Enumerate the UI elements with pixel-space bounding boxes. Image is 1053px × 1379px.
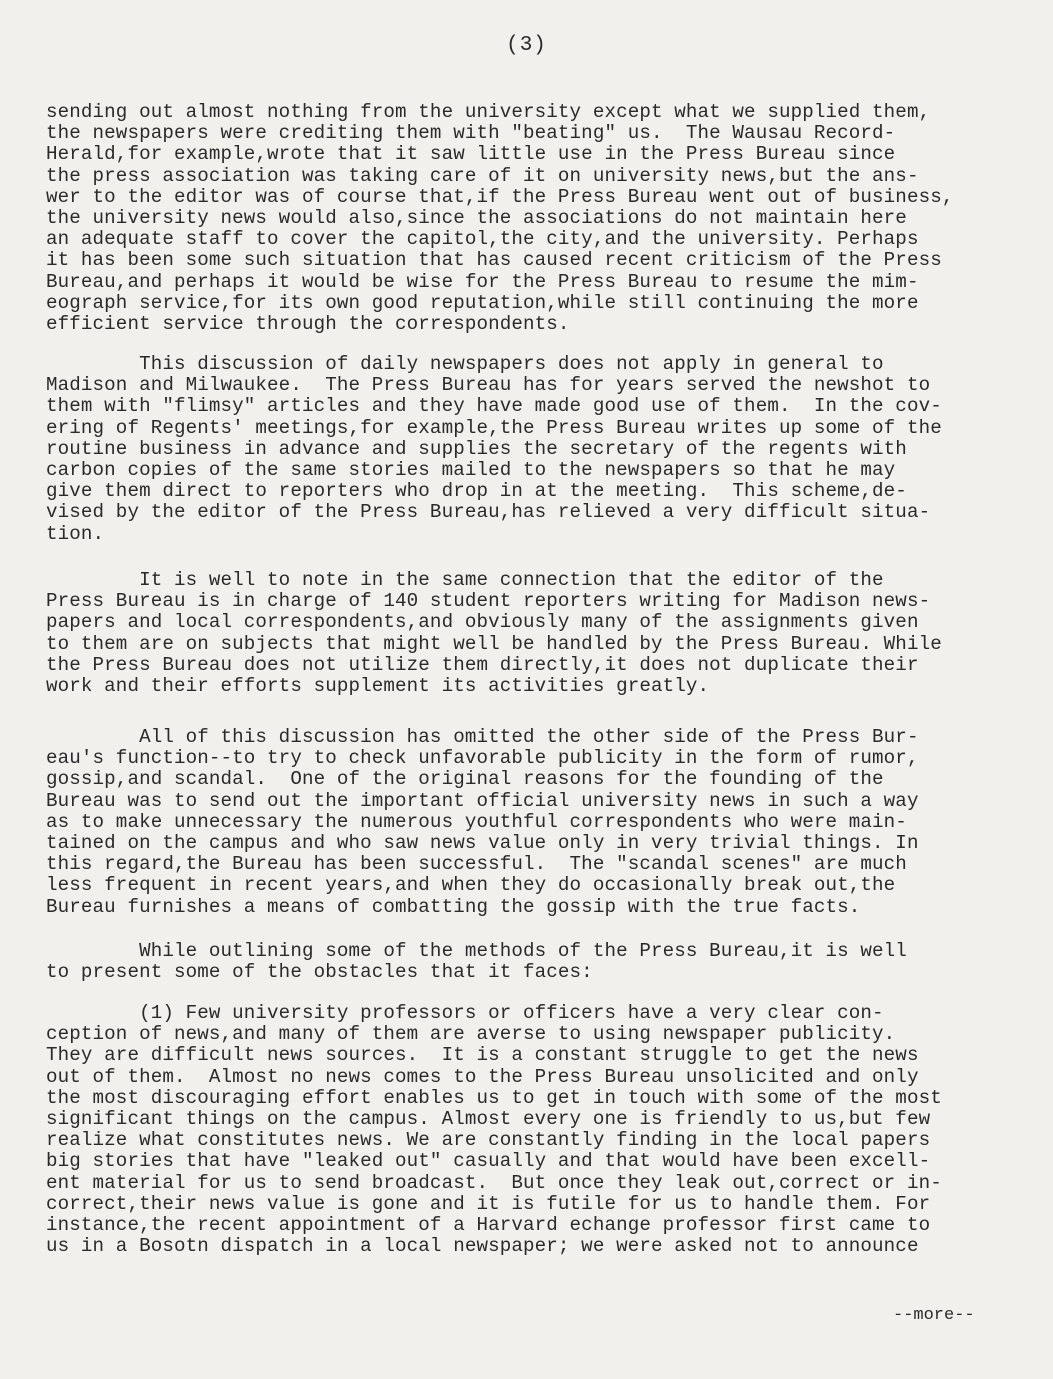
text-line: It is well to note in the same connection that the editor of the	[46, 569, 884, 591]
text-line: routine business in advance and supplies the secretary of the regents with	[46, 437, 907, 460]
text-line: Press Bureau is in charge of 140 student reporters writing for Madison news-	[46, 590, 931, 613]
text-line: ent material for us to send broadcast. But once they leak out,correct or in-	[46, 1171, 942, 1194]
text-line: sending out almost nothing from the university except what we supplied them,	[46, 101, 931, 123]
text-line: (1) Few university professors or officers have a very clear con-	[46, 1002, 884, 1024]
text-line: Madison and Milwaukee. The Press Bureau has for years served the newshot to	[46, 374, 931, 397]
text-line: as to make unnecessary the numerous youthful correspondents who were main-	[46, 810, 907, 833]
text-line: work and their efforts supplement its activities greatly.	[46, 675, 710, 697]
text-line: gossip,and scandal. One of the original reasons for the founding of the	[46, 768, 884, 791]
text-line: tained on the campus and who saw news value only in very trivial things. In	[46, 832, 919, 854]
text-line: Bureau,and perhaps it would be wise for the Press Bureau to resume the mim-	[46, 270, 919, 293]
text-line: big stories that have "leaked out" casually and that would have been excell-	[46, 1150, 931, 1173]
text-line: the most discouraging effort enables us to get in touch with some of the most	[46, 1086, 942, 1109]
text-line: less frequent in recent years,and when they do occasionally break out,the	[46, 874, 896, 897]
text-line: correct,their news value is gone and it is futile for us to handle them. For	[46, 1192, 931, 1215]
text-line: eograph service,for its own good reputation,while still continuing the more	[46, 291, 919, 314]
text-line: vised by the editor of the Press Bureau,has relieved a very difficult situa-	[46, 501, 931, 524]
text-line: Herald,for example,wrote that it saw little use in the Press Bureau since	[46, 143, 896, 166]
text-line: it has been some such situation that has caused recent criticism of the Press	[46, 249, 942, 272]
text-line: wer to the editor was of course that,if the Press Bureau went out of business,	[46, 185, 954, 208]
page-number: (3)	[506, 34, 547, 57]
text-line: ering of Regents' meetings,for example,the Press Bureau writes up some of the	[46, 416, 942, 439]
text-line: ception of news,and many of them are averse to using newspaper publicity.	[46, 1023, 896, 1046]
text-line: the press association was taking care of it on university news,but the ans-	[46, 164, 919, 187]
text-line: realize what constitutes news. We are constantly finding in the local papers	[46, 1129, 931, 1152]
text-line: the university news would also,since the associations do not maintain here	[46, 207, 907, 229]
text-line: carbon copies of the same stories mailed to the newspapers so that he may	[46, 459, 896, 481]
text-line: While outlining some of the methods of the Press Bureau,it is well	[46, 940, 907, 962]
text-line: instance,the recent appointment of a Harvard echange professor first came to	[46, 1214, 931, 1236]
text-line: Bureau furnishes a means of combatting the gossip with the true facts.	[46, 895, 861, 918]
text-line: this regard,the Bureau has been successful. The "scandal scenes" are much	[46, 853, 907, 876]
text-line: to them are on subjects that might well be handled by the Press Bureau. While	[46, 632, 942, 655]
text-line: tion.	[46, 522, 105, 545]
text-line: the newspapers were crediting them with "beating" us. The Wausau Record-	[46, 122, 896, 145]
text-line: This discussion of daily newspapers does not apply in general to	[46, 353, 884, 375]
text-line: an adequate staff to cover the capitol,the city,and the university. Perhaps	[46, 228, 919, 251]
text-line: papers and local correspondents,and obviously many of the assignments given	[46, 611, 919, 634]
text-line: give them direct to reporters who drop in at the meeting. This scheme,de-	[46, 480, 907, 503]
text-line: significant things on the campus. Almost every one is friendly to us,but few	[46, 1108, 931, 1130]
text-line: us in a Bosotn dispatch in a local newspaper; we were asked not to announce	[46, 1235, 919, 1258]
text-line: Bureau was to send out the important official university news in such a way	[46, 789, 919, 812]
text-line: efficient service through the correspondents.	[46, 313, 570, 335]
continued-marker: --more--	[893, 1306, 975, 1325]
text-line: out of them. Almost no news comes to the Press Bureau unsolicited and only	[46, 1065, 919, 1088]
text-line: the Press Bureau does not utilize them directly,it does not duplicate their	[46, 653, 919, 676]
text-line: They are difficult news sources. It is a constant struggle to get the news	[46, 1044, 919, 1067]
text-line: eau's function--to try to check unfavorable publicity in the form of rumor,	[46, 747, 919, 770]
text-line: All of this discussion has omitted the other side of the Press Bur-	[46, 726, 919, 748]
text-line: to present some of the obstacles that it faces:	[46, 961, 593, 984]
text-line: them with "flimsy" articles and they have made good use of them. In the cov-	[46, 395, 942, 418]
